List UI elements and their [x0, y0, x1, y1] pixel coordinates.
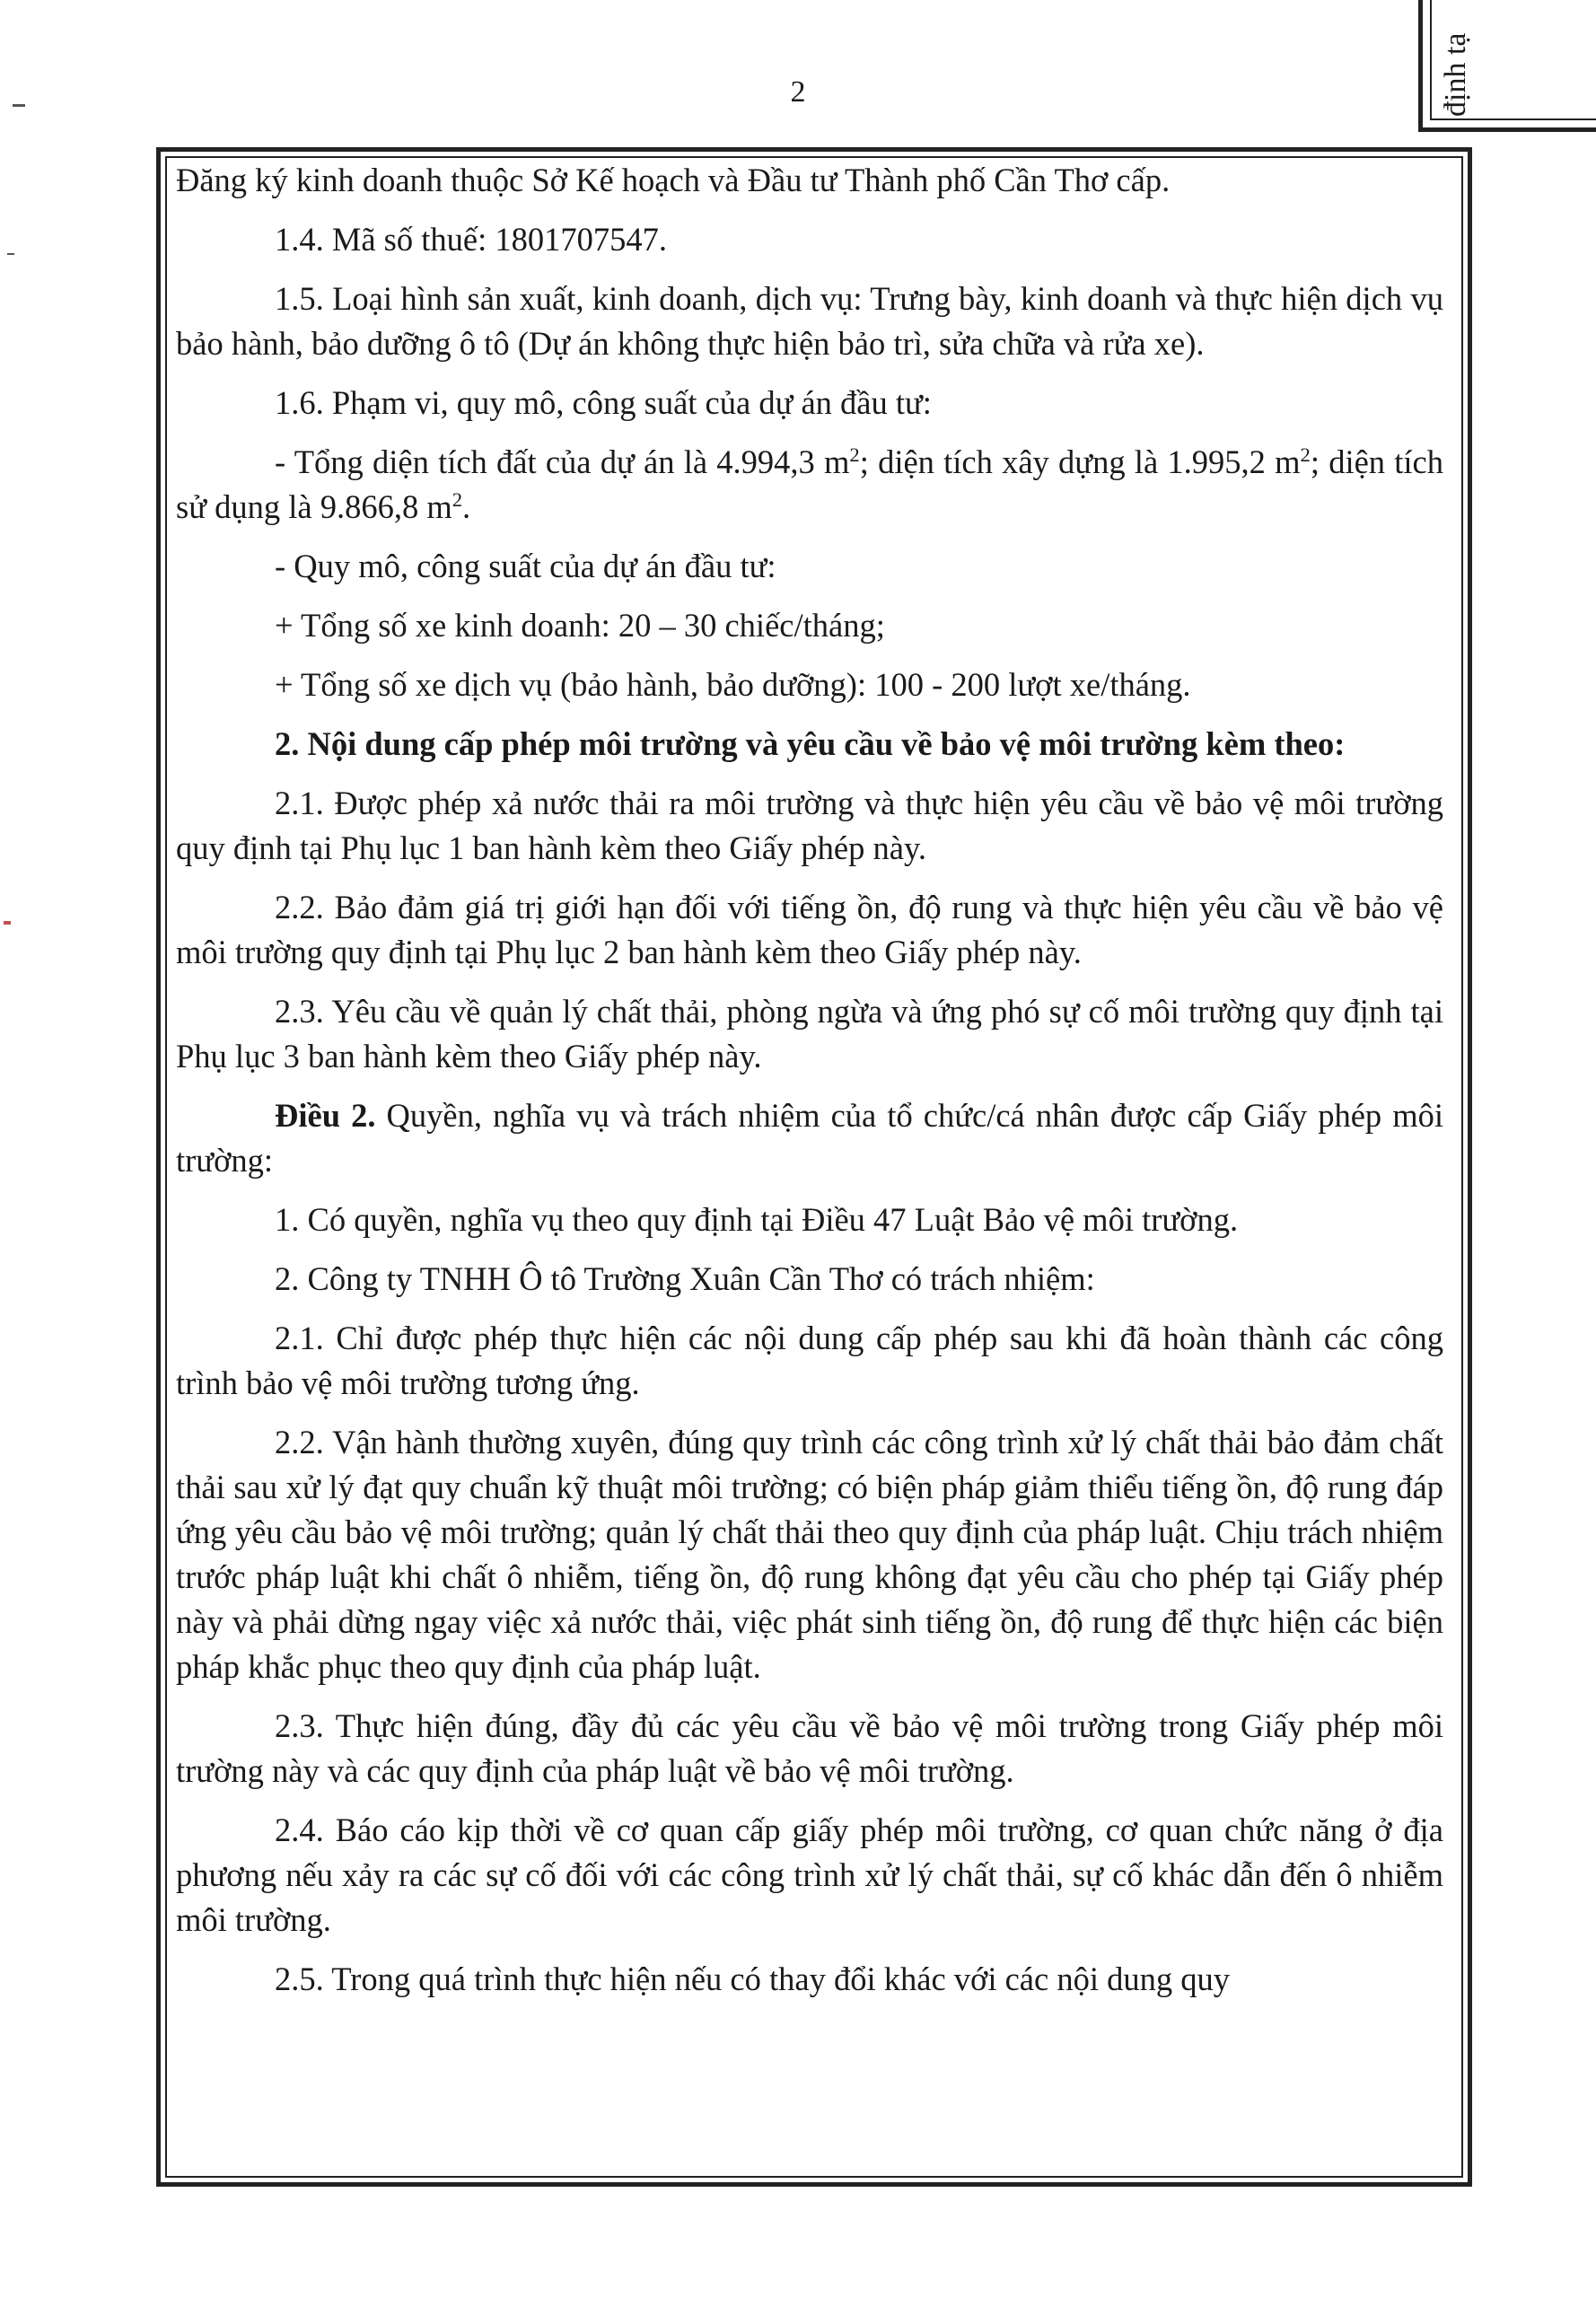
- paragraph: 2.4. Báo cáo kịp thời về cơ quan cấp giấy phép môi trường, cơ quan chức năng ở địa phương nếu xảy ra các sự cố đối với các công trình xử lý chất thải, sự cố khác dẫn đến ô nhiễm môi trường.: [176, 1811, 1443, 1938]
- page-number: 2: [790, 75, 806, 109]
- scan-mark: [4, 921, 11, 925]
- text-run: Quyền, nghĩa vụ và trách nhiệm của tổ chức/cá nhân được cấp Giấy phép môi trường:: [176, 1097, 1443, 1179]
- paragraph: 2.1. Được phép xả nước thải ra môi trường và thực hiện yêu cầu về bảo vệ môi trường quy định tại Phụ lục 1 ban hành kèm theo Giấy phép này.: [176, 785, 1443, 866]
- paragraph: 1.5. Loại hình sản xuất, kinh doanh, dịch vụ: Trưng bày, kinh doanh và thực hiện dịch vụ bảo hành, bảo dưỡng ô tô (Dự án không thực hiện bảo trì, sửa chữa và rửa xe).: [176, 280, 1443, 362]
- document-body: [176, 158, 1443, 2016]
- paragraph: + Tổng số xe kinh doanh: 20 – 30 chiếc/tháng;: [275, 607, 885, 644]
- paragraph: 2.5. Trong quá trình thực hiện nếu có thay đổi khác với các nội dung quy: [275, 1960, 1230, 1997]
- superscript: 2: [849, 443, 860, 466]
- text-run: .: [462, 488, 471, 525]
- paragraph: 2. Công ty TNHH Ô tô Trường Xuân Cần Thơ có trách nhiệm:: [275, 1260, 1095, 1297]
- paragraph: Đăng ký kinh doanh thuộc Sở Kế hoạch và Đầu tư Thành phố Cần Thơ cấp.: [176, 162, 1171, 198]
- corner-stamp-text: định tạ: [1439, 32, 1472, 117]
- paragraph: 2.2. Vận hành thường xuyên, đúng quy trình các công trình xử lý chất thải bảo đảm chất thải sau xử lý đạt quy chuẩn kỹ thuật môi trường; có biện pháp giảm thiểu tiếng ồn, độ rung đáp ứng yêu cầu bảo vệ môi trường; quản lý chất thải theo quy định của pháp luật. Chịu trách nhiệm trước pháp luật khi chất ô nhiễm, tiếng ồn, độ rung không đạt yêu cầu cho phép tại Giấy phép này và phải dừng ngay việc xả nước thải, việc phát sinh tiếng ồn, độ rung để thực hiện các biện pháp khắc phục theo quy định của pháp luật.: [176, 1424, 1443, 1685]
- article-paragraph: [176, 1093, 1443, 1183]
- paragraph: 2.3. Thực hiện đúng, đầy đủ các yêu cầu về bảo vệ môi trường trong Giấy phép môi trường này và các quy định của pháp luật về bảo vệ môi trường.: [176, 1707, 1443, 1789]
- paragraph: - Quy mô, công suất của dự án đầu tư:: [275, 548, 776, 584]
- paragraph: 1.4. Mã số thuế: 1801707547.: [275, 221, 667, 258]
- article-label: Điều 2.: [275, 1097, 376, 1134]
- text-run: ; diện tích sử dụng là 9.866,8 m: [176, 443, 1444, 525]
- section-heading: 2. Nội dung cấp phép môi trường và yêu cầu về bảo vệ môi trường kèm theo:: [275, 725, 1346, 762]
- paragraph-area: [176, 440, 1443, 530]
- paragraph: + Tổng số xe dịch vụ (bảo hành, bảo dưỡng): 100 - 200 lượt xe/tháng.: [275, 666, 1191, 703]
- superscript: 2: [1300, 443, 1311, 466]
- paragraph: 1. Có quyền, nghĩa vụ theo quy định tại Điều 47 Luật Bảo vệ môi trường.: [275, 1201, 1239, 1238]
- scan-mark: [7, 253, 14, 255]
- paragraph: 2.1. Chỉ được phép thực hiện các nội dung cấp phép sau khi đã hoàn thành các công trình bảo vệ môi trường tương ứng.: [176, 1320, 1443, 1401]
- text-run: - Tổng diện tích đất của dự án là 4.994,3 m: [275, 443, 850, 480]
- text-run: ; diện tích xây dựng là 1.995,2 m: [859, 443, 1301, 480]
- paragraph: 2.2. Bảo đảm giá trị giới hạn đối với tiếng ồn, độ rung và thực hiện yêu cầu về bảo vệ môi trường quy định tại Phụ lục 2 ban hành kèm theo Giấy phép này.: [176, 889, 1443, 970]
- scan-mark: [13, 104, 25, 107]
- paragraph: 1.6. Phạm vi, quy mô, công suất của dự án đầu tư:: [275, 384, 932, 421]
- paragraph: 2.3. Yêu cầu về quản lý chất thải, phòng ngừa và ứng phó sự cố môi trường quy định tại Phụ lục 3 ban hành kèm theo Giấy phép này.: [176, 993, 1443, 1074]
- superscript: 2: [452, 487, 463, 511]
